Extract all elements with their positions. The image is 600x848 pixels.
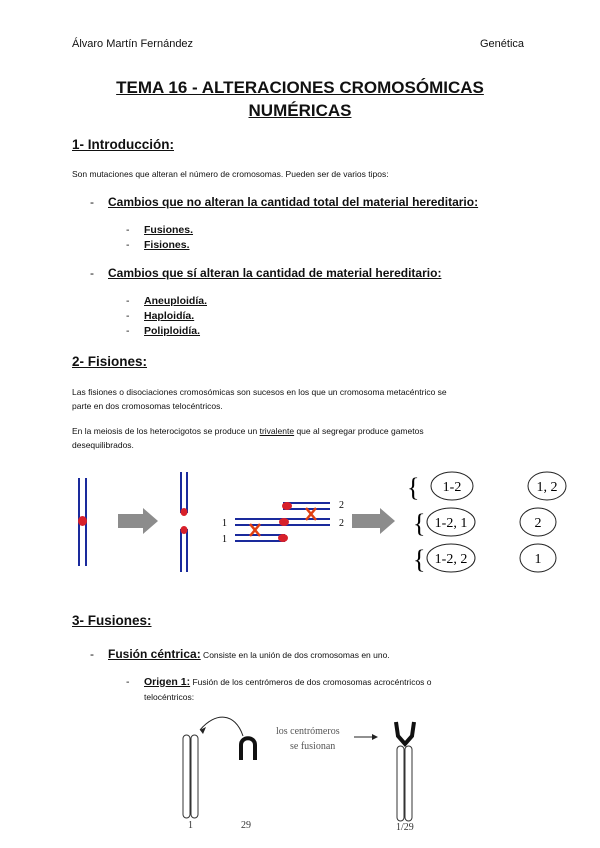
origin-text-line-2: telocéntricos: [144, 692, 195, 702]
page-title [60, 76, 540, 122]
p2-before: En la meiosis de los heterocigotos se produce un [72, 426, 260, 436]
origin-label: Origen 1: [144, 676, 191, 688]
note-line-2: se fusionan [290, 741, 336, 752]
note-line-1: los centrómeros [276, 726, 340, 737]
bullet-dash: - [126, 676, 130, 688]
chrom-label: 2 [339, 500, 344, 511]
bullet-dash: - [126, 310, 130, 322]
arrow-icon [352, 508, 395, 534]
item-poliploidia: Poliploidía. [144, 325, 201, 337]
bullet-dash: - [126, 239, 130, 251]
section-heading-introduccion: 1- Introducción: [72, 137, 174, 152]
centromere-dot [78, 516, 87, 526]
p1-line-1: Las fisiones o disociaciones cromosómicas son sucesos en los que un cromosoma metacéntrico se [72, 387, 447, 397]
fisiones-paragraph-2 [72, 424, 532, 452]
item-haploidia: Haploidía. [144, 310, 195, 322]
fusion-text: Consiste en la unión de dos cromosomas en uno. [200, 650, 390, 660]
item-fusiones: Fusiones. [144, 224, 194, 236]
brace-icon: { [413, 509, 426, 538]
gamete-label: 2 [534, 516, 542, 531]
title-line-1: TEMA 16 - ALTERACIONES CROMOSÓMICAS [116, 78, 484, 97]
origin-bullet [126, 676, 432, 688]
fision-diagram [0, 465, 600, 585]
label-left: 1 [188, 820, 193, 831]
gamete-label: 1 [534, 552, 542, 567]
bullet-dash: - [90, 195, 94, 209]
group1-bullet [90, 195, 478, 209]
arrowhead-icon [372, 734, 378, 740]
list-item [126, 239, 190, 251]
gametes-right [520, 472, 566, 572]
gametes-left [407, 472, 475, 574]
fused-chromosome [396, 722, 414, 821]
bullet-dash: - [90, 647, 94, 661]
section-heading-fisiones: 2- Fisiones: [72, 354, 148, 369]
bullet-dash: - [126, 325, 130, 337]
gamete-label: 1, 2 [536, 480, 558, 495]
label-mid: 29 [241, 820, 251, 831]
metacentric-chromosome [78, 478, 87, 566]
group2-bullet [90, 266, 441, 280]
centromere-dot [278, 534, 288, 542]
title-line-2: NUMÉRICAS [248, 101, 352, 120]
section-heading-fusiones: 3- Fusiones: [72, 613, 152, 628]
centromere-dot [181, 508, 188, 516]
arrow-icon [118, 508, 158, 534]
bullet-dash: - [90, 266, 94, 280]
gamete-label: 1-2, 1 [434, 516, 468, 531]
gamete-label: 1-2, 2 [434, 552, 468, 567]
chrom-label: 1 [222, 534, 227, 545]
group1-label: Cambios que no alteran la cantidad total del material hereditario: [108, 195, 479, 209]
centromere-dot [282, 502, 292, 510]
telocentric-chromosomes [181, 472, 188, 572]
fusion-label: Fusión céntrica: [108, 647, 201, 661]
intro-paragraph: Son mutaciones que alteran el número de cromosomas. Pueden ser de varios tipos: [72, 169, 389, 179]
author-header: Álvaro Martín Fernández [72, 38, 194, 50]
centromere-dot [279, 518, 289, 526]
gamete-label: 1-2 [442, 480, 462, 495]
origin-text-line-1: Fusión de los centrómeros de dos cromosomas acrocéntricos o [190, 677, 432, 687]
subject-header: Genética [480, 38, 525, 50]
chrom-label: 1 [222, 518, 227, 529]
chromosome-29 [241, 738, 255, 760]
fusion-bullet [90, 647, 390, 661]
label-right: 1/29 [396, 822, 414, 832]
trivalente-link: trivalente [259, 426, 295, 436]
arrowhead-icon [200, 727, 206, 734]
bullet-dash: - [126, 295, 130, 307]
p2-line-2: desequilibrados. [72, 440, 134, 450]
item-aneuploidia: Aneuploidía. [144, 295, 207, 307]
brace-icon: { [413, 545, 426, 574]
curved-arrow-icon [200, 717, 243, 736]
trivalent [222, 500, 344, 545]
group2-label: Cambios que sí alteran la cantidad de material hereditario: [108, 266, 442, 280]
item-fisiones: Fisiones. [144, 239, 190, 251]
fisiones-paragraph-1 [72, 385, 532, 413]
list-item [126, 295, 207, 307]
list-item [126, 325, 200, 337]
fusion-figure [0, 712, 600, 832]
p2-after: que al segregar produce gametos [294, 426, 424, 436]
bullet-dash: - [126, 224, 130, 236]
chromosome-1 [183, 735, 198, 818]
list-item [126, 224, 193, 236]
brace-icon: { [407, 473, 420, 502]
list-item [126, 310, 194, 322]
centromere-dot [181, 526, 188, 534]
p1-line-2: parte en dos cromosomas telocéntricos. [72, 401, 223, 411]
chrom-label: 2 [339, 518, 344, 529]
